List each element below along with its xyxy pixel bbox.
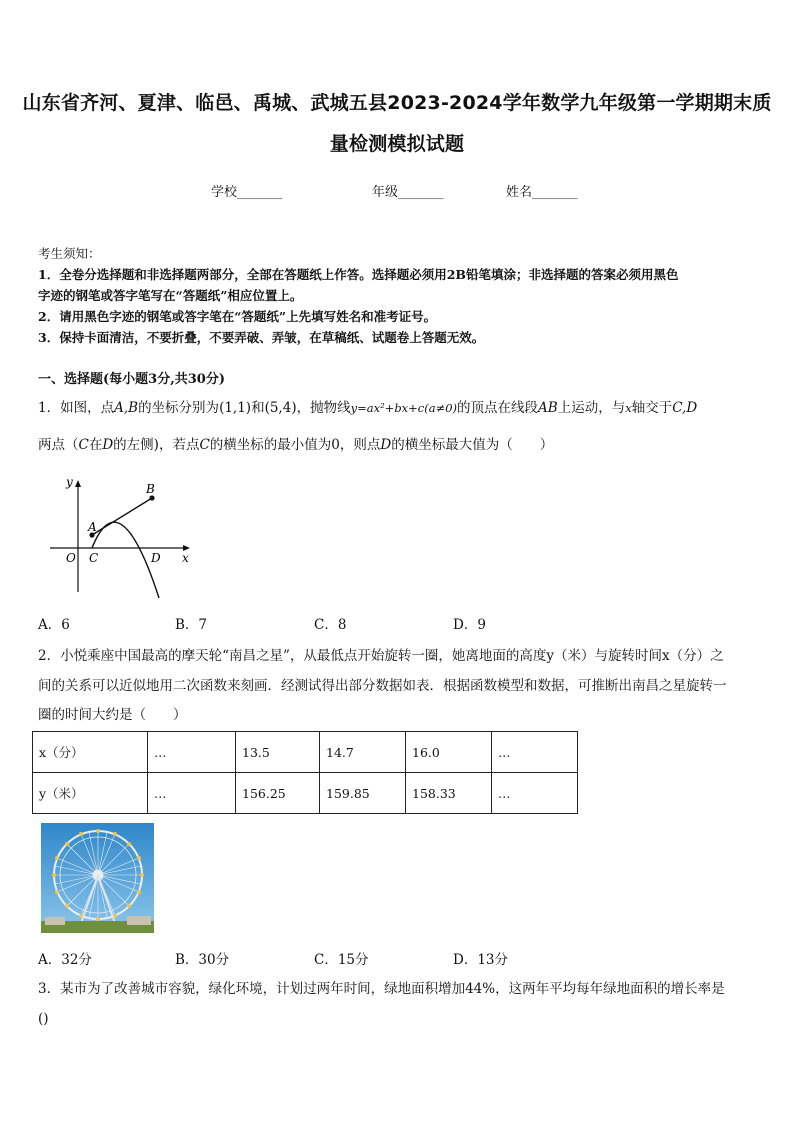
y-axis-arrow xyxy=(75,480,81,487)
notice-item: 字迹的钢笔或答字笔写在“答题纸”相应位置上。 xyxy=(38,288,303,303)
label-a: A xyxy=(88,520,97,534)
table-cell: y（米） xyxy=(33,773,148,814)
option-a[interactable]: A．32分 xyxy=(38,952,92,968)
option-b[interactable]: B．7 xyxy=(175,617,208,633)
label-d: D xyxy=(151,551,161,565)
q1-text: 的坐标分别为 xyxy=(138,400,220,416)
table-cell: … xyxy=(148,773,236,814)
label-x: x xyxy=(182,551,189,565)
table-row xyxy=(33,773,578,814)
label-b: B xyxy=(146,482,155,496)
q1-math: D xyxy=(380,437,392,453)
q1-text: 两点（ xyxy=(38,437,79,453)
q1-text: 的顶点在线段 xyxy=(457,400,539,416)
table-cell: 156.25 xyxy=(236,773,320,814)
q1-math: (1,1) xyxy=(219,400,252,416)
data-table xyxy=(32,731,578,814)
question-2-line1: 2．小悦乘座中国最高的摩天轮“南昌之星”，从最低点开始旋转一圈，她离地面的高度y（米）与旋转时间x（分）之 xyxy=(38,648,724,664)
school-field[interactable]: 学校_______ xyxy=(211,185,283,200)
table-row xyxy=(33,732,578,773)
q1-text: 的左侧)，若点 xyxy=(113,437,200,453)
q1-math: D xyxy=(102,437,114,453)
notice-heading: 考生须知： xyxy=(38,246,101,261)
question-1-line1 xyxy=(38,393,754,424)
q1-text: ，抛物线 xyxy=(296,400,351,416)
q1-math: (5,4) xyxy=(264,400,297,416)
segment-ab xyxy=(92,498,152,535)
question-3-line1: 3．某市为了改善城市容貌，绿化环境，计划过两年时间，绿地面积增加44%，这两年平均每年绿地面积的增长率是 xyxy=(38,981,725,997)
option-c[interactable]: C．8 xyxy=(314,617,347,633)
q1-text: 的横坐标最大值为（ ） xyxy=(391,437,554,453)
label-c: C xyxy=(89,551,99,565)
label-o: O xyxy=(66,551,76,565)
table-cell: x（分） xyxy=(33,732,148,773)
q1-math: AB xyxy=(538,400,558,416)
q1-math: C,D xyxy=(672,400,698,416)
q1-math: x xyxy=(625,401,632,415)
table-cell: 14.7 xyxy=(320,732,406,773)
table-cell: 13.5 xyxy=(236,732,320,773)
table-cell: … xyxy=(492,732,578,773)
q1-math: C xyxy=(78,437,89,453)
q1-text: 1．如图，点 xyxy=(38,400,115,416)
name-field[interactable]: 姓名_______ xyxy=(506,185,578,200)
option-a[interactable]: A．6 xyxy=(38,617,70,633)
table-cell: 16.0 xyxy=(406,732,492,773)
question-2-line3: 圈的时间大约是（ ） xyxy=(38,707,187,723)
question-1-line2 xyxy=(38,430,754,461)
section-heading: 一、选择题(每小题3分,共30分) xyxy=(38,372,225,387)
option-d[interactable]: D．9 xyxy=(453,617,486,633)
notice-item: 3．保持卡面清洁，不要折叠，不要弄破、弄皱，在草稿纸、试题卷上答题无效。 xyxy=(38,330,485,345)
parabola-figure xyxy=(44,470,204,600)
q1-text: 在 xyxy=(88,437,103,453)
q1-text: 上运动，与 xyxy=(557,400,626,416)
table-cell: … xyxy=(492,773,578,814)
question-2-line2: 间的关系可以近似地用二次函数来刻画．经测试得出部分数据如表．根据函数模型和数据，可推断出南昌之星旋转一 xyxy=(38,678,727,694)
question-3-line2: () xyxy=(38,1011,49,1027)
exam-title-line2: 量检测模拟试题 xyxy=(329,133,465,155)
option-c[interactable]: C．15分 xyxy=(314,952,369,968)
table-cell: … xyxy=(148,732,236,773)
q1-text: 和 xyxy=(251,400,265,416)
q1-math: A,B xyxy=(114,400,139,416)
notice-item: 2．请用黑色字迹的钢笔或答字笔在“答题纸”上先填写姓名和准考证号。 xyxy=(38,309,437,324)
q1-text: 轴交于 xyxy=(631,400,673,416)
option-b[interactable]: B．30分 xyxy=(175,952,230,968)
q1-text: 的横坐标的最小值为0，则点 xyxy=(209,437,381,453)
exam-title-line1: 山东省齐河、夏津、临邑、禹城、武城五县2023-2024学年数学九年级第一学期期末质 xyxy=(22,92,772,114)
grade-field[interactable]: 年级_______ xyxy=(372,185,444,200)
parabola-curve xyxy=(92,522,159,598)
table-cell: 159.85 xyxy=(320,773,406,814)
q1-math: C xyxy=(199,437,210,453)
point-b xyxy=(149,495,154,500)
table-cell: 158.33 xyxy=(406,773,492,814)
q1-math: y=ax²+bx+c(a≠0) xyxy=(350,401,458,415)
exam-notice xyxy=(38,243,758,348)
ferris-wheel-image xyxy=(41,823,154,933)
label-y: y xyxy=(66,475,73,489)
notice-item: 1．全卷分选择题和非选择题两部分，全部在答题纸上作答。选择题必须用2B铅笔填涂；非选择题的答案必须用黑色 xyxy=(38,267,679,282)
option-d[interactable]: D．13分 xyxy=(453,952,509,968)
